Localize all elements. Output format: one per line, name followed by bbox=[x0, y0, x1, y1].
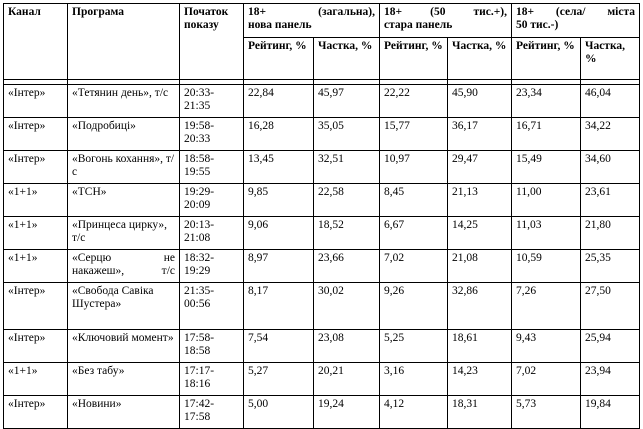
cell-time: 17:42-17:58 bbox=[180, 396, 244, 429]
table-body bbox=[4, 85, 640, 429]
cell-rating-villages: 9,43 bbox=[512, 330, 581, 363]
cell-rating-total: 5,00 bbox=[244, 396, 314, 429]
header-group-line2: стара панель bbox=[384, 19, 453, 31]
cell-share-total: 23,66 bbox=[314, 250, 380, 283]
cell-share-total: 30,02 bbox=[314, 283, 380, 330]
cell-share-total: 22,58 bbox=[314, 184, 380, 217]
header-rating: Рейтинг, % bbox=[244, 38, 314, 80]
table-row bbox=[4, 396, 640, 429]
table-row bbox=[4, 217, 640, 250]
header-share: Частка, % bbox=[314, 38, 380, 80]
cell-program: «Новини» bbox=[68, 396, 180, 429]
cell-channel: «1+1» bbox=[4, 217, 68, 250]
cell-share-50k-plus: 18,61 bbox=[448, 330, 512, 363]
header-group-line1: 18+ (загальна), bbox=[248, 6, 376, 18]
cell-rating-50k-plus: 10,97 bbox=[380, 151, 448, 184]
header-group-50k-plus bbox=[380, 4, 512, 38]
cell-share-50k-plus: 14,23 bbox=[448, 363, 512, 396]
cell-share-total: 19,24 bbox=[314, 396, 380, 429]
cell-rating-total: 5,27 bbox=[244, 363, 314, 396]
table-row bbox=[4, 85, 640, 118]
header-share: Частка, % bbox=[581, 38, 640, 80]
cell-program: «Ключовий момент» bbox=[68, 330, 180, 363]
header-start-line2: показу bbox=[184, 19, 219, 31]
header-row-top bbox=[4, 4, 640, 38]
ratings-table bbox=[3, 3, 640, 429]
cell-time: 17:58-18:58 bbox=[180, 330, 244, 363]
cell-rating-total: 22,84 bbox=[244, 85, 314, 118]
cell-share-total: 23,08 bbox=[314, 330, 380, 363]
header-channel: Канал bbox=[4, 4, 68, 80]
cell-program: «Тетянин день», т/с bbox=[68, 85, 180, 118]
table-row bbox=[4, 330, 640, 363]
cell-time: 19:58-20:33 bbox=[180, 118, 244, 151]
header-rating: Рейтинг, % bbox=[512, 38, 581, 80]
cell-share-villages: 34,22 bbox=[581, 118, 640, 151]
cell-share-total: 18,52 bbox=[314, 217, 380, 250]
header-rating: Рейтинг, % bbox=[380, 38, 448, 80]
cell-program: «Подробиці» bbox=[68, 118, 180, 151]
cell-channel: «Інтер» bbox=[4, 85, 68, 118]
cell-rating-total: 8,17 bbox=[244, 283, 314, 330]
cell-channel: «Інтер» bbox=[4, 151, 68, 184]
header-group-line2: нова панель bbox=[248, 19, 312, 31]
cell-share-total: 35,05 bbox=[314, 118, 380, 151]
cell-channel: «Інтер» bbox=[4, 283, 68, 330]
header-group-line2: 50 тис.-) bbox=[516, 19, 559, 31]
cell-program: «ТСН» bbox=[68, 184, 180, 217]
cell-program: «Серцю не накажеш», т/с bbox=[68, 250, 180, 283]
cell-program: «Без табу» bbox=[68, 363, 180, 396]
cell-program: «Вогонь кохання», т/с bbox=[68, 151, 180, 184]
cell-share-50k-plus: 14,25 bbox=[448, 217, 512, 250]
cell-channel: «1+1» bbox=[4, 250, 68, 283]
cell-rating-villages: 11,00 bbox=[512, 184, 581, 217]
cell-rating-total: 9,85 bbox=[244, 184, 314, 217]
cell-channel: «Інтер» bbox=[4, 118, 68, 151]
cell-program: «Свобода Савіка Шустера» bbox=[68, 283, 180, 330]
cell-time: 18:58-19:55 bbox=[180, 151, 244, 184]
header-start-time bbox=[180, 4, 244, 80]
cell-share-50k-plus: 29,47 bbox=[448, 151, 512, 184]
table-row bbox=[4, 250, 640, 283]
cell-share-50k-plus: 45,90 bbox=[448, 85, 512, 118]
cell-rating-total: 9,06 bbox=[244, 217, 314, 250]
cell-rating-total: 7,54 bbox=[244, 330, 314, 363]
cell-rating-villages: 7,02 bbox=[512, 363, 581, 396]
cell-rating-total: 13,45 bbox=[244, 151, 314, 184]
table-row bbox=[4, 363, 640, 396]
cell-rating-50k-plus: 15,77 bbox=[380, 118, 448, 151]
cell-share-villages: 25,94 bbox=[581, 330, 640, 363]
cell-share-total: 20,21 bbox=[314, 363, 380, 396]
cell-share-villages: 25,35 bbox=[581, 250, 640, 283]
cell-share-50k-plus: 36,17 bbox=[448, 118, 512, 151]
cell-time: 17:17-18:16 bbox=[180, 363, 244, 396]
cell-share-villages: 34,60 bbox=[581, 151, 640, 184]
cell-share-villages: 23,94 bbox=[581, 363, 640, 396]
cell-share-50k-plus: 21,13 bbox=[448, 184, 512, 217]
cell-share-50k-plus: 32,86 bbox=[448, 283, 512, 330]
cell-share-50k-plus: 18,31 bbox=[448, 396, 512, 429]
cell-share-villages: 19,84 bbox=[581, 396, 640, 429]
cell-rating-50k-plus: 22,22 bbox=[380, 85, 448, 118]
table-row bbox=[4, 184, 640, 217]
cell-time: 20:13-21:08 bbox=[180, 217, 244, 250]
cell-rating-50k-plus: 8,45 bbox=[380, 184, 448, 217]
cell-share-villages: 21,80 bbox=[581, 217, 640, 250]
cell-share-total: 32,51 bbox=[314, 151, 380, 184]
table-row bbox=[4, 151, 640, 184]
cell-time: 19:29-20:09 bbox=[180, 184, 244, 217]
cell-channel: «1+1» bbox=[4, 363, 68, 396]
cell-rating-villages: 16,71 bbox=[512, 118, 581, 151]
header-program: Програма bbox=[68, 4, 180, 80]
header-group-line1: 18+ (50 тис.+), bbox=[384, 6, 508, 18]
header-group-line1: 18+ (села/ міста bbox=[516, 6, 636, 18]
cell-rating-villages: 5,73 bbox=[512, 396, 581, 429]
cell-program: «Принцеса цирку», т/с bbox=[68, 217, 180, 250]
table-row bbox=[4, 283, 640, 330]
cell-rating-villages: 11,03 bbox=[512, 217, 581, 250]
cell-rating-50k-plus: 9,26 bbox=[380, 283, 448, 330]
cell-channel: «Інтер» bbox=[4, 396, 68, 429]
cell-rating-50k-plus: 6,67 bbox=[380, 217, 448, 250]
cell-rating-50k-plus: 5,25 bbox=[380, 330, 448, 363]
cell-rating-50k-plus: 3,16 bbox=[380, 363, 448, 396]
header-group-total bbox=[244, 4, 380, 38]
cell-rating-50k-plus: 7,02 bbox=[380, 250, 448, 283]
cell-share-50k-plus: 21,08 bbox=[448, 250, 512, 283]
cell-time: 20:33-21:35 bbox=[180, 85, 244, 118]
cell-rating-villages: 23,34 bbox=[512, 85, 581, 118]
cell-rating-villages: 7,26 bbox=[512, 283, 581, 330]
table-row bbox=[4, 118, 640, 151]
cell-share-villages: 27,50 bbox=[581, 283, 640, 330]
cell-channel: «1+1» bbox=[4, 184, 68, 217]
cell-rating-villages: 10,59 bbox=[512, 250, 581, 283]
cell-rating-50k-plus: 4,12 bbox=[380, 396, 448, 429]
cell-share-villages: 23,61 bbox=[581, 184, 640, 217]
header-share: Частка, % bbox=[448, 38, 512, 80]
cell-channel: «Інтер» bbox=[4, 330, 68, 363]
cell-share-total: 45,97 bbox=[314, 85, 380, 118]
header-group-villages bbox=[512, 4, 640, 38]
cell-rating-total: 8,97 bbox=[244, 250, 314, 283]
cell-time: 18:32-19:29 bbox=[180, 250, 244, 283]
cell-rating-total: 16,28 bbox=[244, 118, 314, 151]
header-start-line1: Початок bbox=[184, 6, 229, 18]
cell-share-villages: 46,04 bbox=[581, 85, 640, 118]
cell-rating-villages: 15,49 bbox=[512, 151, 581, 184]
cell-time: 21:35-00:56 bbox=[180, 283, 244, 330]
